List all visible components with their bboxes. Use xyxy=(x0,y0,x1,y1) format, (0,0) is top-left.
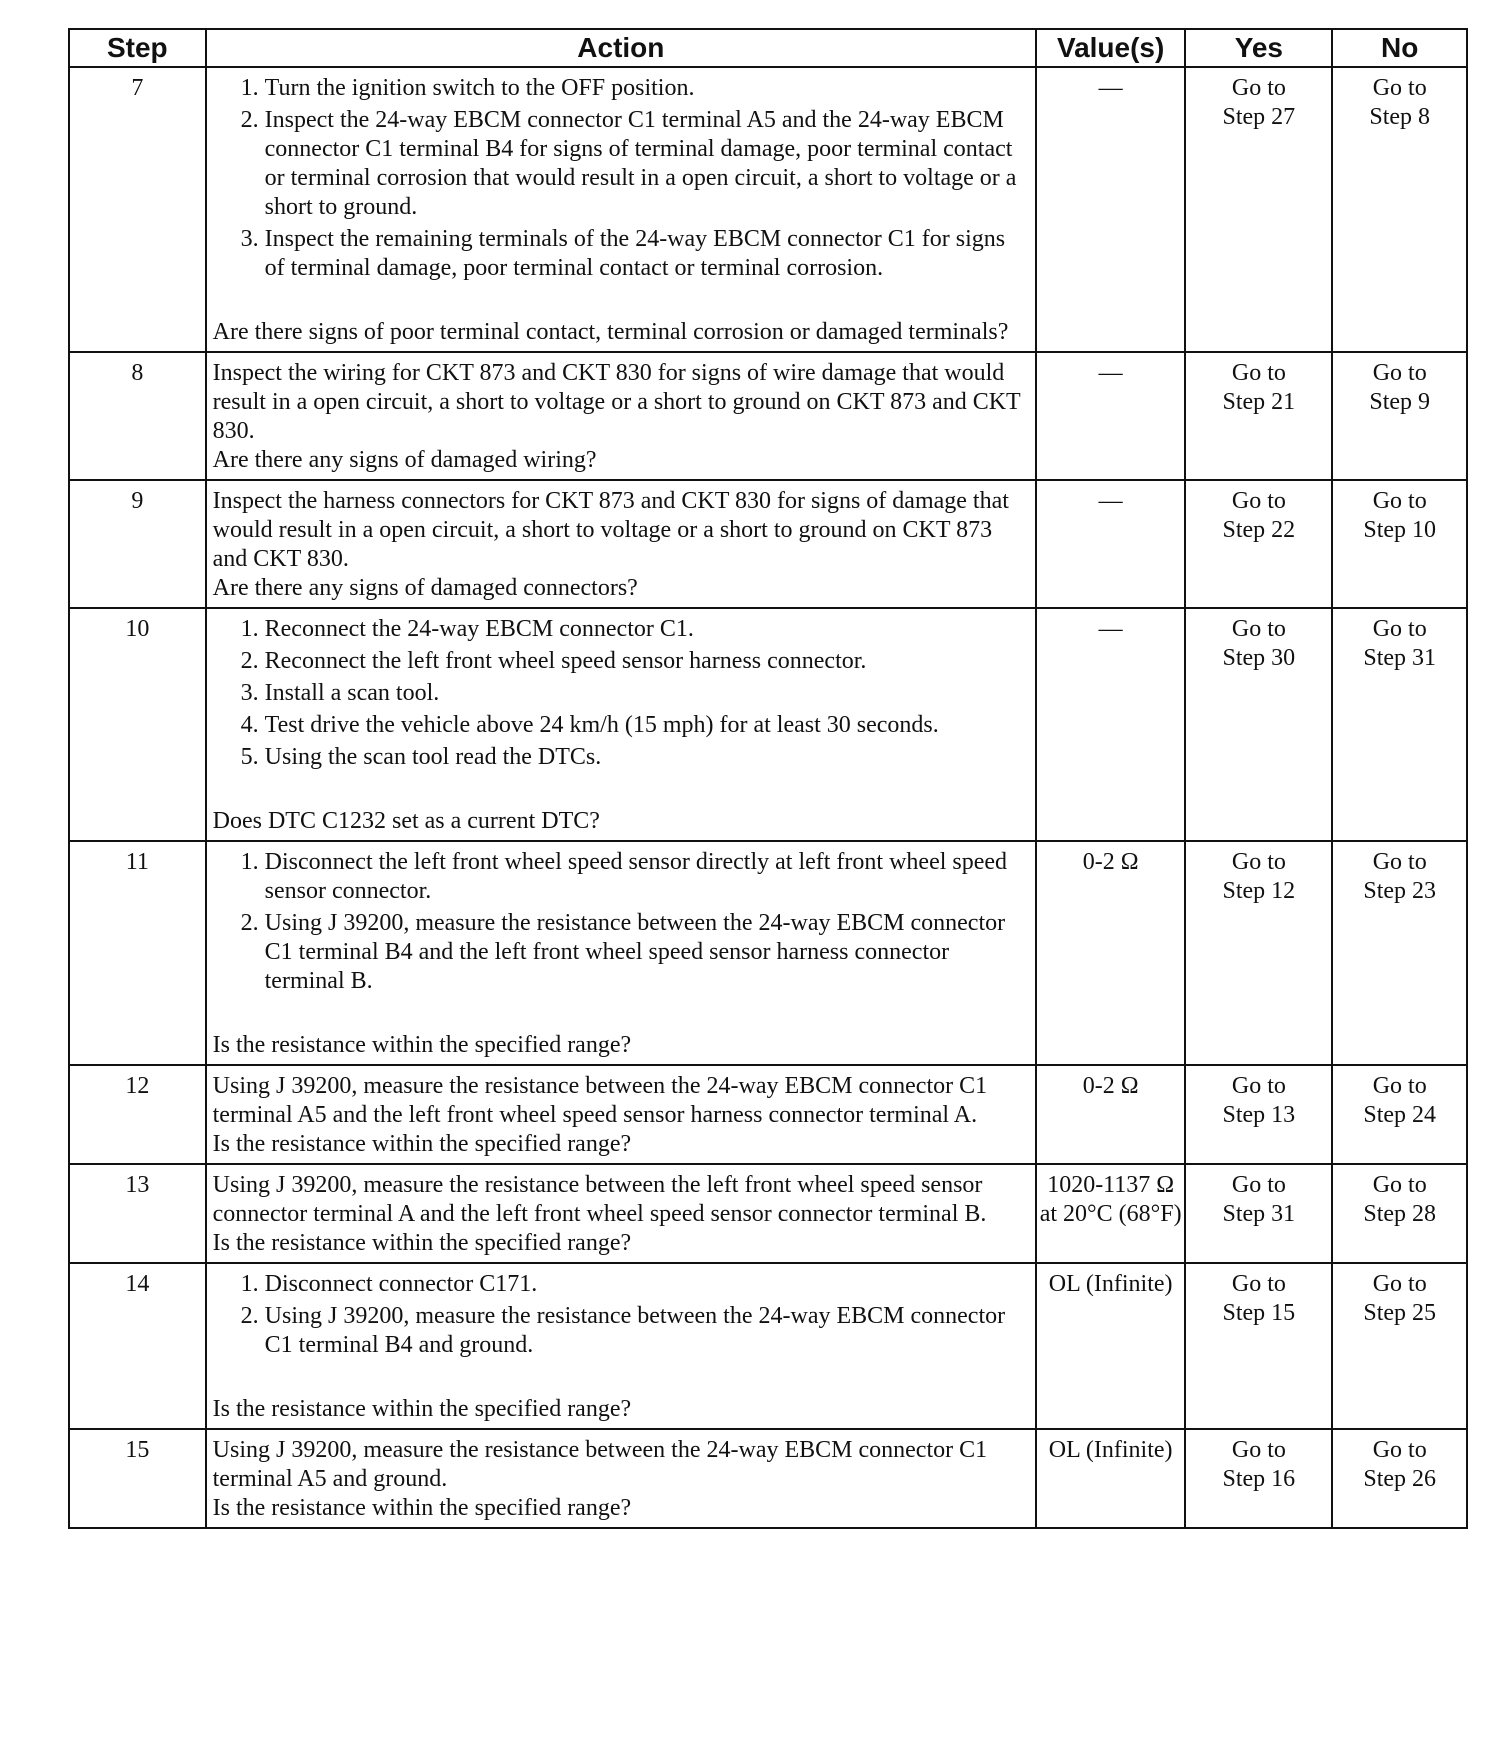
action-question: Are there signs of poor terminal contact, terminal corrosion or damaged terminals? xyxy=(212,319,1009,345)
action-text: Using J 39200, measure the resistance between the left front wheel speed sensor connector terminal A and the left front wheel speed sensor connector terminal B. xyxy=(212,1172,987,1227)
header-values: Value(s) xyxy=(1036,29,1185,67)
yes-goto-line: Step 13 xyxy=(1222,1102,1296,1128)
action-steps-list xyxy=(213,1270,1027,1360)
no-cell xyxy=(1332,1429,1467,1528)
yes-cell xyxy=(1185,480,1332,608)
value-cell: 0-2 Ω xyxy=(1036,1065,1185,1164)
step-number: 12 xyxy=(69,1065,206,1164)
no-cell xyxy=(1332,608,1467,841)
table-row xyxy=(69,480,1467,608)
yes-goto-line: Step 21 xyxy=(1222,389,1296,415)
yes-goto-line: Go to xyxy=(1231,360,1286,386)
no-goto-line: Go to xyxy=(1372,75,1427,101)
step-number: 8 xyxy=(69,352,206,480)
yes-cell xyxy=(1185,352,1332,480)
no-goto-line: Go to xyxy=(1372,360,1427,386)
no-goto-line: Step 23 xyxy=(1363,878,1437,904)
action-step: 1. Disconnect the left front wheel speed sensor directly at left front wheel speed sensor connector. xyxy=(265,848,1027,906)
action-text: Inspect the wiring for CKT 873 and CKT 830 for signs of wire damage that would result in a open circuit, a short to voltage or a short to ground on CKT 873 and CKT 830. xyxy=(212,360,1021,444)
no-goto-line: Go to xyxy=(1372,488,1427,514)
step-number: 15 xyxy=(69,1429,206,1528)
no-cell xyxy=(1332,841,1467,1065)
no-goto-line: Step 9 xyxy=(1369,389,1431,415)
value-cell: OL (Infinite) xyxy=(1036,1429,1185,1528)
no-goto-line: Step 31 xyxy=(1363,645,1437,671)
action-question: Are there any signs of damaged wiring? xyxy=(212,447,597,473)
action-step: 2. Using J 39200, measure the resistance between the 24-way EBCM connector C1 terminal B4 and the left front wheel speed sensor harness connector terminal B. xyxy=(265,909,1027,996)
step-number: 13 xyxy=(69,1164,206,1263)
yes-goto-line: Step 15 xyxy=(1222,1300,1296,1326)
no-goto-line: Step 26 xyxy=(1363,1466,1437,1492)
yes-goto-line: Step 12 xyxy=(1222,878,1296,904)
step-number: 9 xyxy=(69,480,206,608)
yes-goto-line: Step 31 xyxy=(1222,1201,1296,1227)
yes-goto-line: Step 30 xyxy=(1222,645,1296,671)
action-step: 1. Disconnect connector C171. xyxy=(265,1270,1027,1299)
yes-cell xyxy=(1185,1429,1332,1528)
table-row xyxy=(69,1065,1467,1164)
step-number: 14 xyxy=(69,1263,206,1429)
action-text: Inspect the harness connectors for CKT 873 and CKT 830 for signs of damage that would result in a open circuit, a short to voltage or a short to ground on CKT 873 and CKT 830. xyxy=(212,488,1009,572)
yes-goto-line: Go to xyxy=(1231,1271,1286,1297)
action-step: 3. Inspect the remaining terminals of the 24-way EBCM connector C1 for signs of terminal damage, poor terminal contact or terminal corrosion. xyxy=(265,225,1027,283)
no-goto-line: Step 10 xyxy=(1363,517,1437,543)
value-cell: — xyxy=(1036,67,1185,352)
table-row xyxy=(69,841,1467,1065)
table-row xyxy=(69,67,1467,352)
no-cell xyxy=(1332,1065,1467,1164)
no-goto-line: Go to xyxy=(1372,849,1427,875)
action-question: Is the resistance within the specified range? xyxy=(212,1495,632,1521)
action-cell xyxy=(206,1164,1036,1263)
no-goto-line: Go to xyxy=(1372,1271,1427,1297)
action-question: Are there any signs of damaged connectors? xyxy=(212,575,638,601)
table-row xyxy=(69,1429,1467,1528)
yes-goto-line: Go to xyxy=(1231,1437,1286,1463)
action-cell xyxy=(206,1263,1036,1429)
no-goto-line: Step 25 xyxy=(1363,1300,1437,1326)
diagnostic-table xyxy=(68,28,1468,1529)
yes-cell xyxy=(1185,841,1332,1065)
no-goto-line: Go to xyxy=(1372,1172,1427,1198)
table-header-row xyxy=(69,29,1467,67)
action-cell xyxy=(206,480,1036,608)
yes-goto-line: Step 16 xyxy=(1222,1466,1296,1492)
value-cell: 1020-1137 Ω at 20°C (68°F) xyxy=(1036,1164,1185,1263)
value-cell: 0-2 Ω xyxy=(1036,841,1185,1065)
action-text: Using J 39200, measure the resistance between the 24-way EBCM connector C1 terminal A5 and ground. xyxy=(212,1437,988,1492)
header-no: No xyxy=(1332,29,1467,67)
action-cell xyxy=(206,67,1036,352)
action-step: 4. Test drive the vehicle above 24 km/h (15 mph) for at least 30 seconds. xyxy=(265,711,1027,740)
table-row xyxy=(69,1263,1467,1429)
action-question: Is the resistance within the specified range? xyxy=(212,1230,632,1256)
yes-goto-line: Go to xyxy=(1231,1172,1286,1198)
value-cell: OL (Infinite) xyxy=(1036,1263,1185,1429)
header-action: Action xyxy=(206,29,1036,67)
action-step: 2. Reconnect the left front wheel speed sensor harness connector. xyxy=(265,647,1027,676)
yes-cell xyxy=(1185,1263,1332,1429)
step-number: 11 xyxy=(69,841,206,1065)
action-question: Is the resistance within the specified range? xyxy=(212,1032,632,1058)
yes-goto-line: Go to xyxy=(1231,849,1286,875)
no-goto-line: Step 8 xyxy=(1369,104,1431,130)
action-step: 2. Using J 39200, measure the resistance between the 24-way EBCM connector C1 terminal B4 and ground. xyxy=(265,1302,1027,1360)
header-yes: Yes xyxy=(1185,29,1332,67)
table-body xyxy=(69,67,1467,1528)
header-step: Step xyxy=(69,29,206,67)
table-row xyxy=(69,352,1467,480)
no-goto-line: Go to xyxy=(1372,616,1427,642)
no-cell xyxy=(1332,1263,1467,1429)
yes-cell xyxy=(1185,67,1332,352)
no-goto-line: Go to xyxy=(1372,1073,1427,1099)
action-steps-list xyxy=(213,615,1027,772)
step-number: 10 xyxy=(69,608,206,841)
diagnostic-table-page xyxy=(68,28,1468,1529)
value-cell: — xyxy=(1036,608,1185,841)
table-row xyxy=(69,608,1467,841)
action-step: 2. Inspect the 24-way EBCM connector C1 terminal A5 and the 24-way EBCM connector C1 terminal B4 for signs of terminal damage, poor terminal contact or terminal corrosion that would result in a open circuit, a short to voltage or a short to ground. xyxy=(265,106,1027,222)
action-cell xyxy=(206,352,1036,480)
yes-goto-line: Go to xyxy=(1231,1073,1286,1099)
action-step: 5. Using the scan tool read the DTCs. xyxy=(265,743,1027,772)
action-cell xyxy=(206,841,1036,1065)
yes-goto-line: Go to xyxy=(1231,616,1286,642)
yes-goto-line: Go to xyxy=(1231,488,1286,514)
action-question: Does DTC C1232 set as a current DTC? xyxy=(212,808,600,834)
yes-goto-line: Step 27 xyxy=(1222,104,1296,130)
yes-cell xyxy=(1185,1065,1332,1164)
value-cell: — xyxy=(1036,480,1185,608)
no-cell xyxy=(1332,1164,1467,1263)
action-steps-list xyxy=(213,74,1027,283)
no-goto-line: Step 24 xyxy=(1363,1102,1437,1128)
action-cell xyxy=(206,608,1036,841)
no-cell xyxy=(1332,480,1467,608)
no-cell xyxy=(1332,352,1467,480)
yes-cell xyxy=(1185,1164,1332,1263)
no-goto-line: Go to xyxy=(1372,1437,1427,1463)
value-cell: — xyxy=(1036,352,1185,480)
yes-goto-line: Step 22 xyxy=(1222,517,1296,543)
table-row xyxy=(69,1164,1467,1263)
action-question: Is the resistance within the specified range? xyxy=(212,1131,632,1157)
action-question: Is the resistance within the specified range? xyxy=(212,1396,632,1422)
step-number: 7 xyxy=(69,67,206,352)
yes-goto-line: Go to xyxy=(1231,75,1286,101)
action-steps-list xyxy=(213,848,1027,996)
action-cell xyxy=(206,1429,1036,1528)
action-step: 3. Install a scan tool. xyxy=(265,679,1027,708)
action-text: Using J 39200, measure the resistance between the 24-way EBCM connector C1 terminal A5 and the left front wheel speed sensor harness connector terminal A. xyxy=(212,1073,988,1128)
no-cell xyxy=(1332,67,1467,352)
yes-cell xyxy=(1185,608,1332,841)
action-cell xyxy=(206,1065,1036,1164)
no-goto-line: Step 28 xyxy=(1363,1201,1437,1227)
action-step: 1. Reconnect the 24-way EBCM connector C1. xyxy=(265,615,1027,644)
action-step: 1. Turn the ignition switch to the OFF position. xyxy=(265,74,1027,103)
